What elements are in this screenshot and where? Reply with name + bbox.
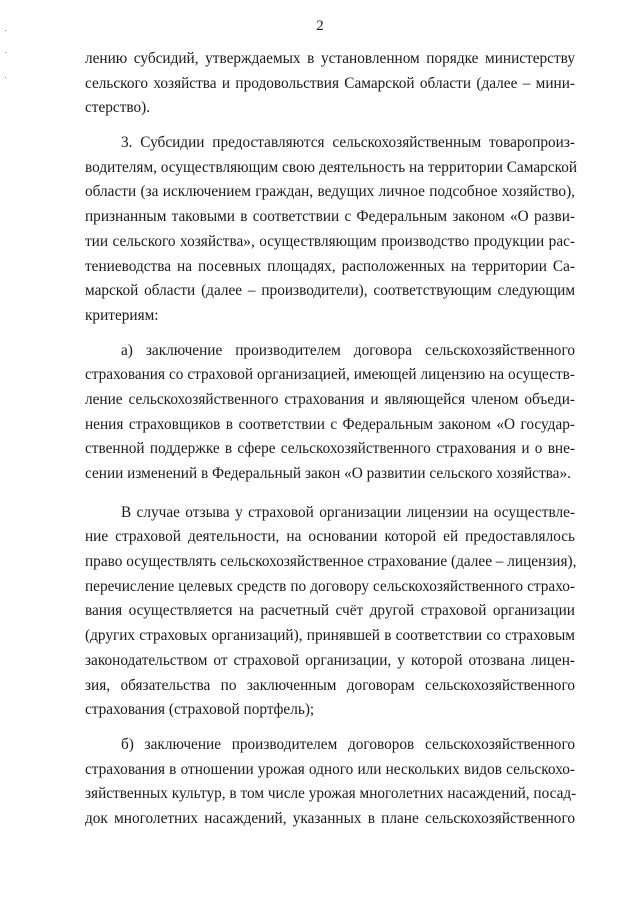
text-line: перечисление целевых средств по договору сельскохозяйственного страхо- [85,577,575,595]
text-line: лению субсидий, утверждаемых в установленном порядке министерству [85,50,575,67]
text-line: док многолетних насаждений, указанных в плане сельскохозяйственного [85,809,575,827]
document-body [85,47,578,832]
text-line: нения страховщиков в соответствии с Федеральным законом «О государ- [85,415,575,433]
text-line: ственной поддержке в сфере сельскохозяйственного страхования и о вне- [85,440,575,458]
text-line: области (за исключением граждан, ведущих личное подсобное хозяйство), [85,183,575,201]
text-line: страхования (страховой портфель); [85,701,315,719]
text-line: марской области (далее – производители), соответствующим следующим [85,282,575,300]
text-line: ние страховой деятельности, на основании которой ей предоставлялось [85,528,575,546]
text-line: законодательством от страховой организации, у которой отозвана лицен- [85,651,575,669]
text-line: зяйственных культур, в том числе урожая многолетних насаждений, посад- [85,785,577,803]
text-line: В случае отзыва у страховой организации лицензии на осуществле- [121,503,575,521]
text-line: зия, обязательства по заключенным договорам сельскохозяйственного [85,676,575,694]
text-line: 3. Субсидии предоставляются сельскохозяйственным товаропроиз- [121,134,575,152]
text-line: (других страховых организаций), принявшей в соответствии со страховым [85,627,575,645]
paragraph [85,131,578,329]
text-line: а) заключение производителем договора сельскохозяйственного [121,341,575,359]
text-line: тии сельского хозяйства», осуществляющим производство продукции рас- [85,232,575,250]
text-line: б) заключение производителем договоров сельскохозяйственного [121,735,575,753]
paragraph [85,47,575,121]
scan-edge-marks [5,30,9,90]
text-line: ление сельскохозяйственного страхования и являющейся членом объеди- [85,390,575,408]
text-line: сении изменений в Федеральный закон «О развитии сельского хозяйства». [85,465,571,482]
paragraph [85,339,575,487]
text-line: вания осуществляется на расчетный счёт другой страховой организации [85,602,575,620]
page-number: 2 [316,18,324,34]
text-line: право осуществлять сельскохозяйственное страхование (далее – лицензия), [85,553,577,571]
text-line: признанным таковыми в соответствии с Федеральным законом «О разви- [85,208,575,226]
text-line: страхования со страховой организацией, имеющей лицензию на осуществ- [85,366,575,384]
text-line: тениеводства на посевных площадях, расположенных на территории Са- [85,257,575,275]
paragraph [85,733,575,832]
text-line: страхования в отношении урожая одного или нескольких видов сельскохо- [85,760,575,778]
text-line: критериям: [85,306,159,324]
text-line: стерство). [85,99,151,117]
text-line: сельского хозяйства и продовольствия Самарской области (далее – мини- [85,74,575,92]
text-line: водителям, осуществляющим свою деятельность на территории Самарской [85,158,578,176]
paragraph [85,501,575,723]
